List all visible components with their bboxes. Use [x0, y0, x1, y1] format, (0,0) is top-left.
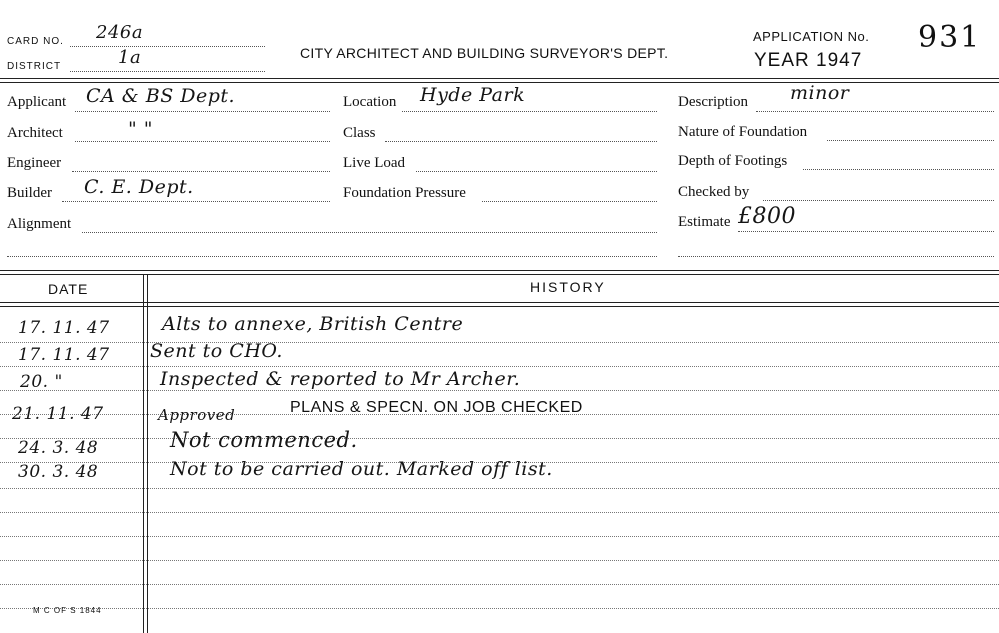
checked-by-line [763, 200, 994, 201]
year-label: YEAR 1947 [754, 50, 863, 71]
foundation-pressure-line [482, 201, 657, 202]
depth-of-footings-line [803, 169, 994, 170]
alignment-label: Alignment [7, 216, 72, 232]
ruled-line [0, 608, 999, 609]
builder-label: Builder [7, 185, 52, 201]
estimate-label: Estimate [678, 214, 731, 230]
builder-line [62, 201, 330, 202]
district-line [70, 71, 265, 72]
ruled-line [0, 488, 999, 489]
header-rule-top [0, 78, 999, 79]
ruled-line [0, 560, 999, 561]
district-label: DISTRICT [7, 61, 62, 72]
architect-value: " " [128, 118, 154, 140]
application-number: 931 [918, 20, 982, 55]
description-label: Description [678, 94, 748, 110]
history-entry-date: 24. 3. 48 [18, 438, 99, 458]
foundation-pressure-label: Foundation Pressure [343, 185, 466, 201]
nature-of-foundation-label: Nature of Foundation [678, 124, 808, 140]
card-no-line [70, 46, 265, 47]
column-divider [143, 274, 144, 633]
engineer-line [72, 171, 330, 172]
ruled-line [0, 536, 999, 537]
card-no-value: 246a [96, 22, 144, 43]
history-entry-text: Approved [158, 406, 236, 424]
plans-checked-stamp: PLANS & SPECN. ON JOB CHECKED [290, 399, 583, 416]
location-label: Location [343, 94, 397, 110]
class-label: Class [343, 125, 376, 141]
description-value: minor [790, 82, 850, 104]
history-entry-date: 21. 11. 47 [12, 404, 104, 424]
ruled-line [0, 366, 999, 367]
history-entry-text: Inspected & reported to Mr Archer. [160, 368, 521, 390]
applicant-value: CA & BS Dept. [86, 85, 236, 107]
ruled-line [0, 390, 999, 391]
history-entry-text: Not commenced. [170, 428, 358, 452]
history-entry-date: 17. 11. 47 [18, 318, 110, 338]
history-entry-text: Alts to annexe, British Centre [162, 313, 464, 335]
estimate-value: £800 [738, 204, 796, 229]
history-rule-top2 [0, 274, 999, 275]
location-value: Hyde Park [420, 84, 526, 106]
ruled-line [0, 584, 999, 585]
depth-of-footings-label: Depth of Footings [678, 153, 788, 169]
ruled-line [0, 512, 999, 513]
district-value: 1a [118, 47, 142, 68]
history-entry-date: 20. " [20, 372, 63, 392]
department-title: CITY ARCHITECT AND BUILDING SURVEYOR'S DEPT. [300, 45, 669, 61]
history-header-rule2 [0, 306, 999, 307]
blank-line [678, 256, 994, 257]
nature-of-foundation-line [827, 140, 994, 141]
blank-line [7, 256, 657, 257]
applicant-line [75, 111, 330, 112]
description-line [756, 111, 994, 112]
history-header-rule [0, 302, 999, 303]
live-load-line [416, 171, 657, 172]
location-line [402, 111, 657, 112]
column-divider [147, 274, 148, 633]
builder-value: C. E. Dept. [84, 176, 194, 198]
history-entry-date: 30. 3. 48 [18, 462, 99, 482]
ruled-line [0, 438, 999, 439]
live-load-label: Live Load [343, 155, 406, 171]
application-label: APPLICATION No. [753, 29, 870, 44]
alignment-line [82, 232, 657, 233]
form-code: M C OF S 1844 [33, 606, 102, 615]
history-entry-text: Not to be carried out. Marked off list. [170, 458, 553, 480]
engineer-label: Engineer [7, 155, 62, 171]
checked-by-label: Checked by [678, 184, 750, 200]
applicant-label: Applicant [7, 94, 67, 110]
history-entry-date: 17. 11. 47 [18, 345, 110, 365]
architect-line [75, 141, 330, 142]
card-no-label: CARD NO. [7, 36, 64, 47]
class-line [385, 141, 657, 142]
history-rule-top [0, 270, 999, 271]
history-column-header: HISTORY [530, 279, 606, 295]
estimate-line [738, 231, 994, 232]
architect-label: Architect [7, 125, 63, 141]
history-entry-text: Sent to CHO. [150, 340, 283, 362]
date-column-header: DATE [48, 281, 89, 297]
